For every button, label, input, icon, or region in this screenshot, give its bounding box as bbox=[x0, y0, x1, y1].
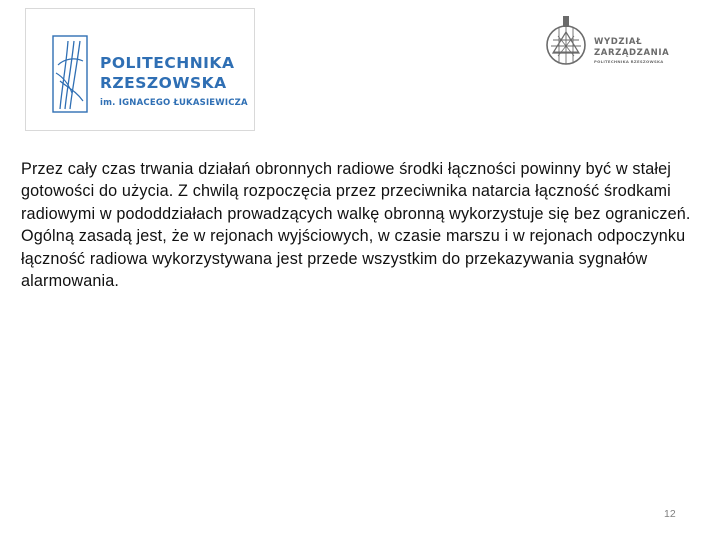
logo-line-university: POLITECHNIKA RZESZOWSKA bbox=[594, 59, 664, 64]
logo-line-wydzial: WYDZIAŁ bbox=[594, 37, 643, 47]
logo-line-patron: im. IGNACEGO ŁUKASIEWICZA bbox=[100, 98, 248, 108]
politechnika-emblem-icon bbox=[52, 35, 88, 113]
logo-line-rzeszowska: RZESZOWSKA bbox=[100, 73, 227, 92]
faculty-logo-text bbox=[594, 38, 669, 64]
logo-line-politechnika: POLITECHNIKA bbox=[100, 54, 235, 72]
content-paragraph: Przez cały czas trwania działań obronnych radiowe środki łączności powinny być w stałej gotowości do użycia. Z chwilą rozpoczęcia przez przeciwnika natarcia łączność środkami radiowymi w pododdziałach prowadzących walkę obronną wykorzystuje się bez ograniczeń. Ogólną zasadą jest, że w rejonach wyjściowych, w czasie marszu i w rejonach odpoczynku łączność radiowa wykorzystywana jest przede wszystkim do przekazywania sygnałów alarmowania. bbox=[21, 160, 691, 291]
politechnika-rzeszowska-logo bbox=[25, 8, 255, 131]
politechnika-logo-text bbox=[100, 56, 248, 108]
faculty-emblem-icon bbox=[544, 14, 590, 70]
logo-line-zarzadzania: ZARZĄDZANIA bbox=[594, 47, 670, 58]
wydzial-zarzadzania-logo bbox=[544, 14, 684, 70]
page-number: 12 bbox=[664, 508, 676, 520]
